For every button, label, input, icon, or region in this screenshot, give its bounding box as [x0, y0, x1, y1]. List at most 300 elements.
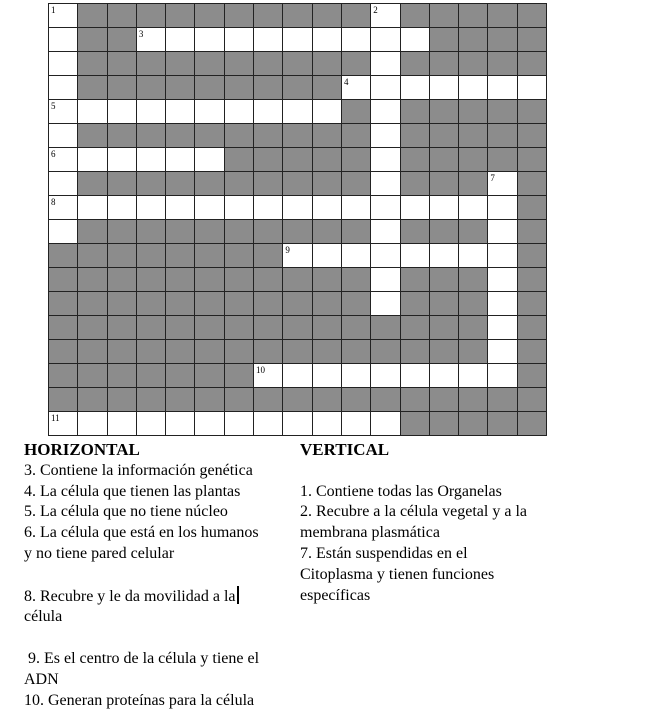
clue-v7-line2: Citoplasma y tienen funciones	[300, 565, 495, 583]
crossword-cell-filled	[77, 27, 107, 52]
crossword-cell-filled	[517, 27, 547, 52]
horizontal-heading: HORIZONTAL	[24, 440, 140, 459]
crossword-cell-empty[interactable]	[370, 219, 400, 244]
crossword-cell-filled	[77, 339, 107, 364]
crossword-cell-filled	[517, 267, 547, 292]
crossword-cell-empty[interactable]	[400, 75, 430, 100]
crossword-cell-filled	[458, 3, 488, 28]
clue-v2-line2: membrana plasmática	[300, 524, 440, 542]
crossword-cell-empty[interactable]	[458, 363, 488, 388]
crossword-cell-empty[interactable]	[253, 27, 283, 52]
crossword-cell-filled	[517, 147, 547, 172]
crossword-cell-empty[interactable]	[48, 75, 78, 100]
crossword-cell-empty[interactable]	[253, 363, 283, 388]
crossword-cell-filled	[517, 51, 547, 76]
crossword-cell-filled	[517, 123, 547, 148]
crossword-cell-filled	[487, 3, 517, 28]
crossword-cell-filled	[165, 243, 195, 268]
crossword-cell-filled	[136, 315, 166, 340]
crossword-cell-filled	[458, 411, 488, 436]
crossword-cell-filled	[165, 219, 195, 244]
clue-h5: 5. La célula que no tiene núcleo	[24, 503, 228, 521]
crossword-cell-empty[interactable]	[312, 363, 342, 388]
crossword-cell-empty[interactable]	[107, 195, 137, 220]
crossword-cell-filled	[312, 123, 342, 148]
crossword-cell-empty[interactable]	[165, 411, 195, 436]
crossword-cell-empty[interactable]	[370, 171, 400, 196]
crossword-cell-filled	[487, 51, 517, 76]
crossword-cell-filled	[517, 315, 547, 340]
crossword-cell-filled	[458, 27, 488, 52]
crossword-cell-filled	[312, 291, 342, 316]
crossword-cell-filled	[136, 3, 166, 28]
crossword-cell-empty[interactable]	[253, 99, 283, 124]
crossword-cell-filled	[165, 51, 195, 76]
crossword-cell-empty[interactable]	[341, 363, 371, 388]
crossword-cell-empty[interactable]	[282, 27, 312, 52]
crossword-cell-filled	[282, 123, 312, 148]
crossword-cell-filled	[400, 51, 430, 76]
crossword-cell-empty[interactable]	[370, 123, 400, 148]
crossword-cell-empty[interactable]	[48, 171, 78, 196]
crossword-cell-filled	[165, 267, 195, 292]
crossword-cell-filled	[194, 123, 224, 148]
crossword-cell-empty[interactable]	[107, 99, 137, 124]
crossword-cell-filled	[77, 123, 107, 148]
crossword-cell-filled	[77, 3, 107, 28]
crossword-cell-empty[interactable]	[400, 27, 430, 52]
crossword-cell-filled	[48, 339, 78, 364]
crossword-cell-empty[interactable]	[487, 243, 517, 268]
crossword-cell-filled	[194, 363, 224, 388]
clue-number: 11	[51, 413, 60, 423]
clue-h6-line1: 6. La célula que está en los humanos	[24, 524, 259, 542]
crossword-cell-empty[interactable]	[370, 99, 400, 124]
crossword-cell-empty[interactable]	[136, 411, 166, 436]
crossword-cell-empty[interactable]	[224, 195, 254, 220]
crossword-cell-filled	[77, 315, 107, 340]
crossword-cell-filled	[282, 387, 312, 412]
crossword-cell-filled	[77, 387, 107, 412]
crossword-cell-filled	[194, 75, 224, 100]
crossword-cell-filled	[107, 219, 137, 244]
crossword-cell-filled	[77, 267, 107, 292]
crossword-cell-filled	[165, 3, 195, 28]
crossword-cell-filled	[107, 75, 137, 100]
crossword-cell-filled	[107, 3, 137, 28]
crossword-cell-empty[interactable]	[48, 3, 78, 28]
crossword-cell-filled	[107, 123, 137, 148]
crossword-cell-filled	[458, 99, 488, 124]
crossword-cell-filled	[77, 363, 107, 388]
crossword-cell-empty[interactable]	[165, 195, 195, 220]
crossword-cell-empty[interactable]	[487, 171, 517, 196]
crossword-cell-filled	[107, 267, 137, 292]
crossword-cell-empty[interactable]	[487, 195, 517, 220]
crossword-cell-filled	[517, 291, 547, 316]
crossword-cell-filled	[136, 267, 166, 292]
crossword-cell-filled	[429, 51, 459, 76]
crossword-cell-empty[interactable]	[107, 147, 137, 172]
clue-number: 10	[256, 365, 266, 375]
crossword-cell-filled	[253, 219, 283, 244]
crossword-cell-filled	[282, 147, 312, 172]
crossword-cell-filled	[458, 291, 488, 316]
crossword-cell-empty[interactable]	[77, 99, 107, 124]
crossword-cell-empty[interactable]	[487, 219, 517, 244]
crossword-cell-empty[interactable]	[370, 3, 400, 28]
crossword-cell-filled	[312, 147, 342, 172]
clue-number: 8	[51, 197, 56, 207]
crossword-cell-filled	[136, 339, 166, 364]
crossword-cell-filled	[253, 387, 283, 412]
crossword-cell-filled	[224, 387, 254, 412]
crossword-cell-filled	[253, 339, 283, 364]
clue-h9-line1: 9. Es el centro de la célula y tiene el	[24, 649, 260, 667]
crossword-cell-filled	[400, 219, 430, 244]
crossword-cell-empty[interactable]	[282, 195, 312, 220]
crossword-cell-filled	[194, 171, 224, 196]
clue-number: 6	[51, 149, 56, 159]
crossword-cell-empty[interactable]	[48, 411, 78, 436]
crossword-cell-filled	[429, 3, 459, 28]
clue-v2-line1: 2. Recubre a la célula vegetal y a la	[300, 503, 527, 521]
crossword-cell-filled	[224, 267, 254, 292]
crossword-cell-filled	[194, 291, 224, 316]
crossword-cell-filled	[253, 123, 283, 148]
crossword-cell-empty[interactable]	[194, 147, 224, 172]
crossword-cell-filled	[253, 51, 283, 76]
crossword-cell-empty[interactable]	[370, 51, 400, 76]
crossword-cell-empty[interactable]	[136, 99, 166, 124]
crossword-cell-filled	[165, 363, 195, 388]
crossword-cell-filled	[107, 315, 137, 340]
crossword-cell-empty[interactable]	[48, 123, 78, 148]
crossword-cell-filled	[282, 315, 312, 340]
crossword-cell-empty[interactable]	[341, 75, 371, 100]
crossword-cell-filled	[194, 267, 224, 292]
crossword-cell-empty[interactable]	[224, 27, 254, 52]
crossword-cell-empty[interactable]	[48, 27, 78, 52]
crossword-cell-filled	[341, 99, 371, 124]
crossword-cell-filled	[77, 51, 107, 76]
crossword-cell-filled	[429, 171, 459, 196]
crossword-cell-filled	[429, 339, 459, 364]
crossword-cell-filled	[48, 291, 78, 316]
crossword-cell-empty[interactable]	[341, 195, 371, 220]
crossword-cell-empty[interactable]	[429, 75, 459, 100]
crossword-cell-filled	[194, 219, 224, 244]
crossword-cell-empty[interactable]	[458, 243, 488, 268]
crossword-cell-empty[interactable]	[341, 27, 371, 52]
crossword-cell-filled	[312, 3, 342, 28]
crossword-cell-empty[interactable]	[312, 99, 342, 124]
crossword-cell-empty[interactable]	[136, 27, 166, 52]
crossword-cell-filled	[429, 315, 459, 340]
crossword-cell-empty[interactable]	[370, 267, 400, 292]
crossword-cell-empty[interactable]	[370, 27, 400, 52]
crossword-cell-empty[interactable]	[48, 51, 78, 76]
crossword-cell-filled	[224, 243, 254, 268]
crossword-grid	[48, 3, 546, 435]
clue-number: 1	[51, 5, 56, 15]
crossword-cell-empty[interactable]	[282, 99, 312, 124]
crossword-cell-filled	[48, 315, 78, 340]
crossword-cell-filled	[429, 267, 459, 292]
crossword-cell-filled	[282, 339, 312, 364]
crossword-cell-filled	[165, 339, 195, 364]
crossword-cell-filled	[458, 219, 488, 244]
crossword-cell-filled	[341, 267, 371, 292]
crossword-cell-empty[interactable]	[370, 411, 400, 436]
crossword-cell-filled	[400, 147, 430, 172]
crossword-cell-filled	[458, 171, 488, 196]
crossword-cell-empty[interactable]	[487, 267, 517, 292]
crossword-cell-filled	[136, 387, 166, 412]
crossword-cell-filled	[282, 51, 312, 76]
crossword-cell-empty[interactable]	[370, 195, 400, 220]
crossword-cell-filled	[253, 3, 283, 28]
crossword-cell-filled	[517, 363, 547, 388]
crossword-cell-filled	[107, 387, 137, 412]
crossword-cell-filled	[429, 291, 459, 316]
crossword-cell-empty[interactable]	[370, 147, 400, 172]
clue-h9-line2: ADN	[24, 670, 59, 688]
crossword-cell-filled	[341, 315, 371, 340]
clue-number: 3	[138, 29, 144, 39]
spacer	[300, 461, 580, 482]
crossword-cell-filled	[48, 267, 78, 292]
crossword-cell-empty[interactable]	[136, 147, 166, 172]
crossword-cell-filled	[194, 243, 224, 268]
crossword-cell-empty[interactable]	[194, 195, 224, 220]
crossword-cell-filled	[107, 171, 137, 196]
crossword-cell-filled	[136, 75, 166, 100]
crossword-cell-empty[interactable]	[517, 75, 547, 100]
crossword-cell-filled	[224, 147, 254, 172]
crossword-cell-filled	[224, 3, 254, 28]
clue-v7-line1: 7. Están suspendidas en el	[300, 544, 468, 562]
crossword-cell-filled	[165, 123, 195, 148]
crossword-cell-filled	[429, 147, 459, 172]
crossword-cell-empty[interactable]	[224, 99, 254, 124]
crossword-cell-filled	[136, 291, 166, 316]
crossword-cell-filled	[429, 387, 459, 412]
crossword-cell-empty[interactable]	[282, 243, 312, 268]
crossword-cell-filled	[253, 291, 283, 316]
crossword-cell-empty[interactable]	[341, 411, 371, 436]
crossword-cell-filled	[517, 99, 547, 124]
crossword-cell-filled	[341, 51, 371, 76]
crossword-cell-filled	[312, 171, 342, 196]
crossword-cell-filled	[282, 75, 312, 100]
crossword-cell-filled	[165, 387, 195, 412]
crossword-cell-filled	[517, 195, 547, 220]
clue-h4: 4. La célula que tienen las plantas	[24, 482, 241, 500]
spacer	[24, 628, 299, 649]
crossword-cell-filled	[253, 243, 283, 268]
crossword-cell-filled	[341, 219, 371, 244]
clue-number: 2	[373, 5, 378, 15]
clue-v7-line3: específicas	[300, 586, 371, 604]
crossword-cell-empty[interactable]	[400, 363, 430, 388]
crossword-cell-empty[interactable]	[165, 147, 195, 172]
crossword-cell-empty[interactable]	[370, 291, 400, 316]
clue-v1: 1. Contiene todas las Organelas	[300, 482, 502, 500]
crossword-cell-empty[interactable]	[458, 75, 488, 100]
crossword-cell-empty[interactable]	[107, 411, 137, 436]
crossword-cell-empty[interactable]	[458, 195, 488, 220]
crossword-cell-empty[interactable]	[312, 27, 342, 52]
crossword-cell-empty[interactable]	[136, 195, 166, 220]
crossword-cell-filled	[312, 339, 342, 364]
crossword-cell-empty[interactable]	[400, 243, 430, 268]
crossword-cell-empty[interactable]	[48, 99, 78, 124]
crossword-cell-empty[interactable]	[165, 99, 195, 124]
crossword-cell-empty[interactable]	[194, 411, 224, 436]
crossword-cell-filled	[458, 267, 488, 292]
crossword-cell-filled	[107, 291, 137, 316]
crossword-cell-empty[interactable]	[77, 147, 107, 172]
clue-number: 4	[343, 77, 349, 87]
crossword-cell-empty[interactable]	[429, 363, 459, 388]
crossword-cell-empty[interactable]	[400, 195, 430, 220]
crossword-cell-filled	[136, 363, 166, 388]
crossword-cell-filled	[341, 171, 371, 196]
crossword-cell-filled	[517, 219, 547, 244]
crossword-cell-filled	[282, 219, 312, 244]
crossword-cell-filled	[429, 99, 459, 124]
crossword-cell-empty[interactable]	[429, 243, 459, 268]
crossword-cell-filled	[400, 387, 430, 412]
crossword-cell-empty[interactable]	[429, 195, 459, 220]
crossword-cell-filled	[253, 267, 283, 292]
crossword-cell-filled	[224, 315, 254, 340]
crossword-cell-empty[interactable]	[48, 195, 78, 220]
crossword-cell-filled	[458, 51, 488, 76]
crossword-cell-empty[interactable]	[487, 363, 517, 388]
crossword-cell-filled	[487, 387, 517, 412]
crossword-cell-empty[interactable]	[253, 411, 283, 436]
clue-h6-line2: y no tiene pared celular	[24, 544, 175, 562]
clue-h3: 3. Contiene la información genética	[24, 461, 253, 479]
crossword-cell-filled	[458, 315, 488, 340]
crossword-cell-empty[interactable]	[282, 363, 312, 388]
spacer	[24, 565, 299, 586]
crossword-cell-empty[interactable]	[224, 411, 254, 436]
crossword-cell-filled	[517, 339, 547, 364]
crossword-cell-empty[interactable]	[48, 147, 78, 172]
crossword-cell-filled	[107, 363, 137, 388]
crossword-cell-filled	[165, 75, 195, 100]
clue-number: 9	[285, 245, 290, 255]
crossword-cell-filled	[312, 315, 342, 340]
crossword-cell-filled	[400, 411, 430, 436]
vertical-clues	[300, 440, 580, 606]
crossword-cell-filled	[312, 267, 342, 292]
crossword-cell-filled	[458, 387, 488, 412]
clue-h8-line1-wrap	[24, 586, 299, 608]
crossword-cell-filled	[487, 123, 517, 148]
crossword-cell-filled	[165, 315, 195, 340]
crossword-cell-empty[interactable]	[312, 243, 342, 268]
crossword-cell-filled	[224, 75, 254, 100]
crossword-cell-empty[interactable]	[487, 339, 517, 364]
clue-number: 5	[51, 101, 56, 111]
crossword-cell-empty[interactable]	[194, 99, 224, 124]
crossword-cell-filled	[282, 171, 312, 196]
crossword-cell-filled	[400, 267, 430, 292]
crossword-cell-empty[interactable]	[48, 219, 78, 244]
crossword-cell-filled	[136, 219, 166, 244]
crossword-cell-filled	[400, 123, 430, 148]
clue-h10: 10. Generan proteínas para la célula	[24, 691, 255, 709]
crossword-cell-filled	[253, 75, 283, 100]
crossword-cell-filled	[224, 51, 254, 76]
crossword-cell-filled	[429, 411, 459, 436]
crossword-cell-filled	[400, 3, 430, 28]
crossword-cell-filled	[107, 27, 137, 52]
crossword-cell-empty[interactable]	[312, 411, 342, 436]
crossword-cell-filled	[282, 267, 312, 292]
crossword-cell-filled	[487, 99, 517, 124]
crossword-cell-empty[interactable]	[370, 243, 400, 268]
crossword-cell-filled	[312, 51, 342, 76]
crossword-cell-filled	[341, 387, 371, 412]
crossword-cell-empty[interactable]	[312, 195, 342, 220]
clue-h8-line1: 8. Recubre y le da movilidad a la	[24, 587, 236, 605]
crossword-cell-empty[interactable]	[253, 195, 283, 220]
crossword-cell-empty[interactable]	[487, 315, 517, 340]
crossword-cell-filled	[194, 51, 224, 76]
crossword-cell-filled	[77, 219, 107, 244]
crossword-cell-empty[interactable]	[341, 243, 371, 268]
crossword-cell-empty[interactable]	[370, 75, 400, 100]
crossword-cell-filled	[107, 339, 137, 364]
crossword-cell-empty[interactable]	[77, 411, 107, 436]
crossword-cell-empty[interactable]	[77, 195, 107, 220]
crossword-cell-filled	[253, 147, 283, 172]
crossword-cell-filled	[107, 243, 137, 268]
crossword-cell-filled	[341, 123, 371, 148]
crossword-cell-filled	[165, 291, 195, 316]
crossword-cell-filled	[517, 387, 547, 412]
crossword-cell-filled	[165, 171, 195, 196]
crossword-cell-filled	[224, 171, 254, 196]
crossword-cell-filled	[253, 315, 283, 340]
crossword-cell-filled	[282, 291, 312, 316]
horizontal-clues	[24, 440, 299, 711]
crossword-cell-empty[interactable]	[194, 27, 224, 52]
crossword-cell-empty[interactable]	[487, 291, 517, 316]
crossword-cell-filled	[429, 219, 459, 244]
crossword-cell-empty[interactable]	[165, 27, 195, 52]
crossword-cell-filled	[224, 291, 254, 316]
crossword-cell-empty[interactable]	[487, 75, 517, 100]
crossword-cell-filled	[77, 291, 107, 316]
vertical-heading: VERTICAL	[300, 440, 390, 459]
crossword-cell-filled	[458, 339, 488, 364]
crossword-cell-filled	[312, 219, 342, 244]
clue-number: 7	[490, 173, 495, 183]
crossword-cell-filled	[370, 387, 400, 412]
crossword-cell-filled	[517, 243, 547, 268]
crossword-cell-empty[interactable]	[370, 363, 400, 388]
crossword-cell-filled	[312, 387, 342, 412]
crossword-cell-filled	[194, 3, 224, 28]
crossword-cell-empty[interactable]	[282, 411, 312, 436]
crossword-cell-filled	[341, 3, 371, 28]
